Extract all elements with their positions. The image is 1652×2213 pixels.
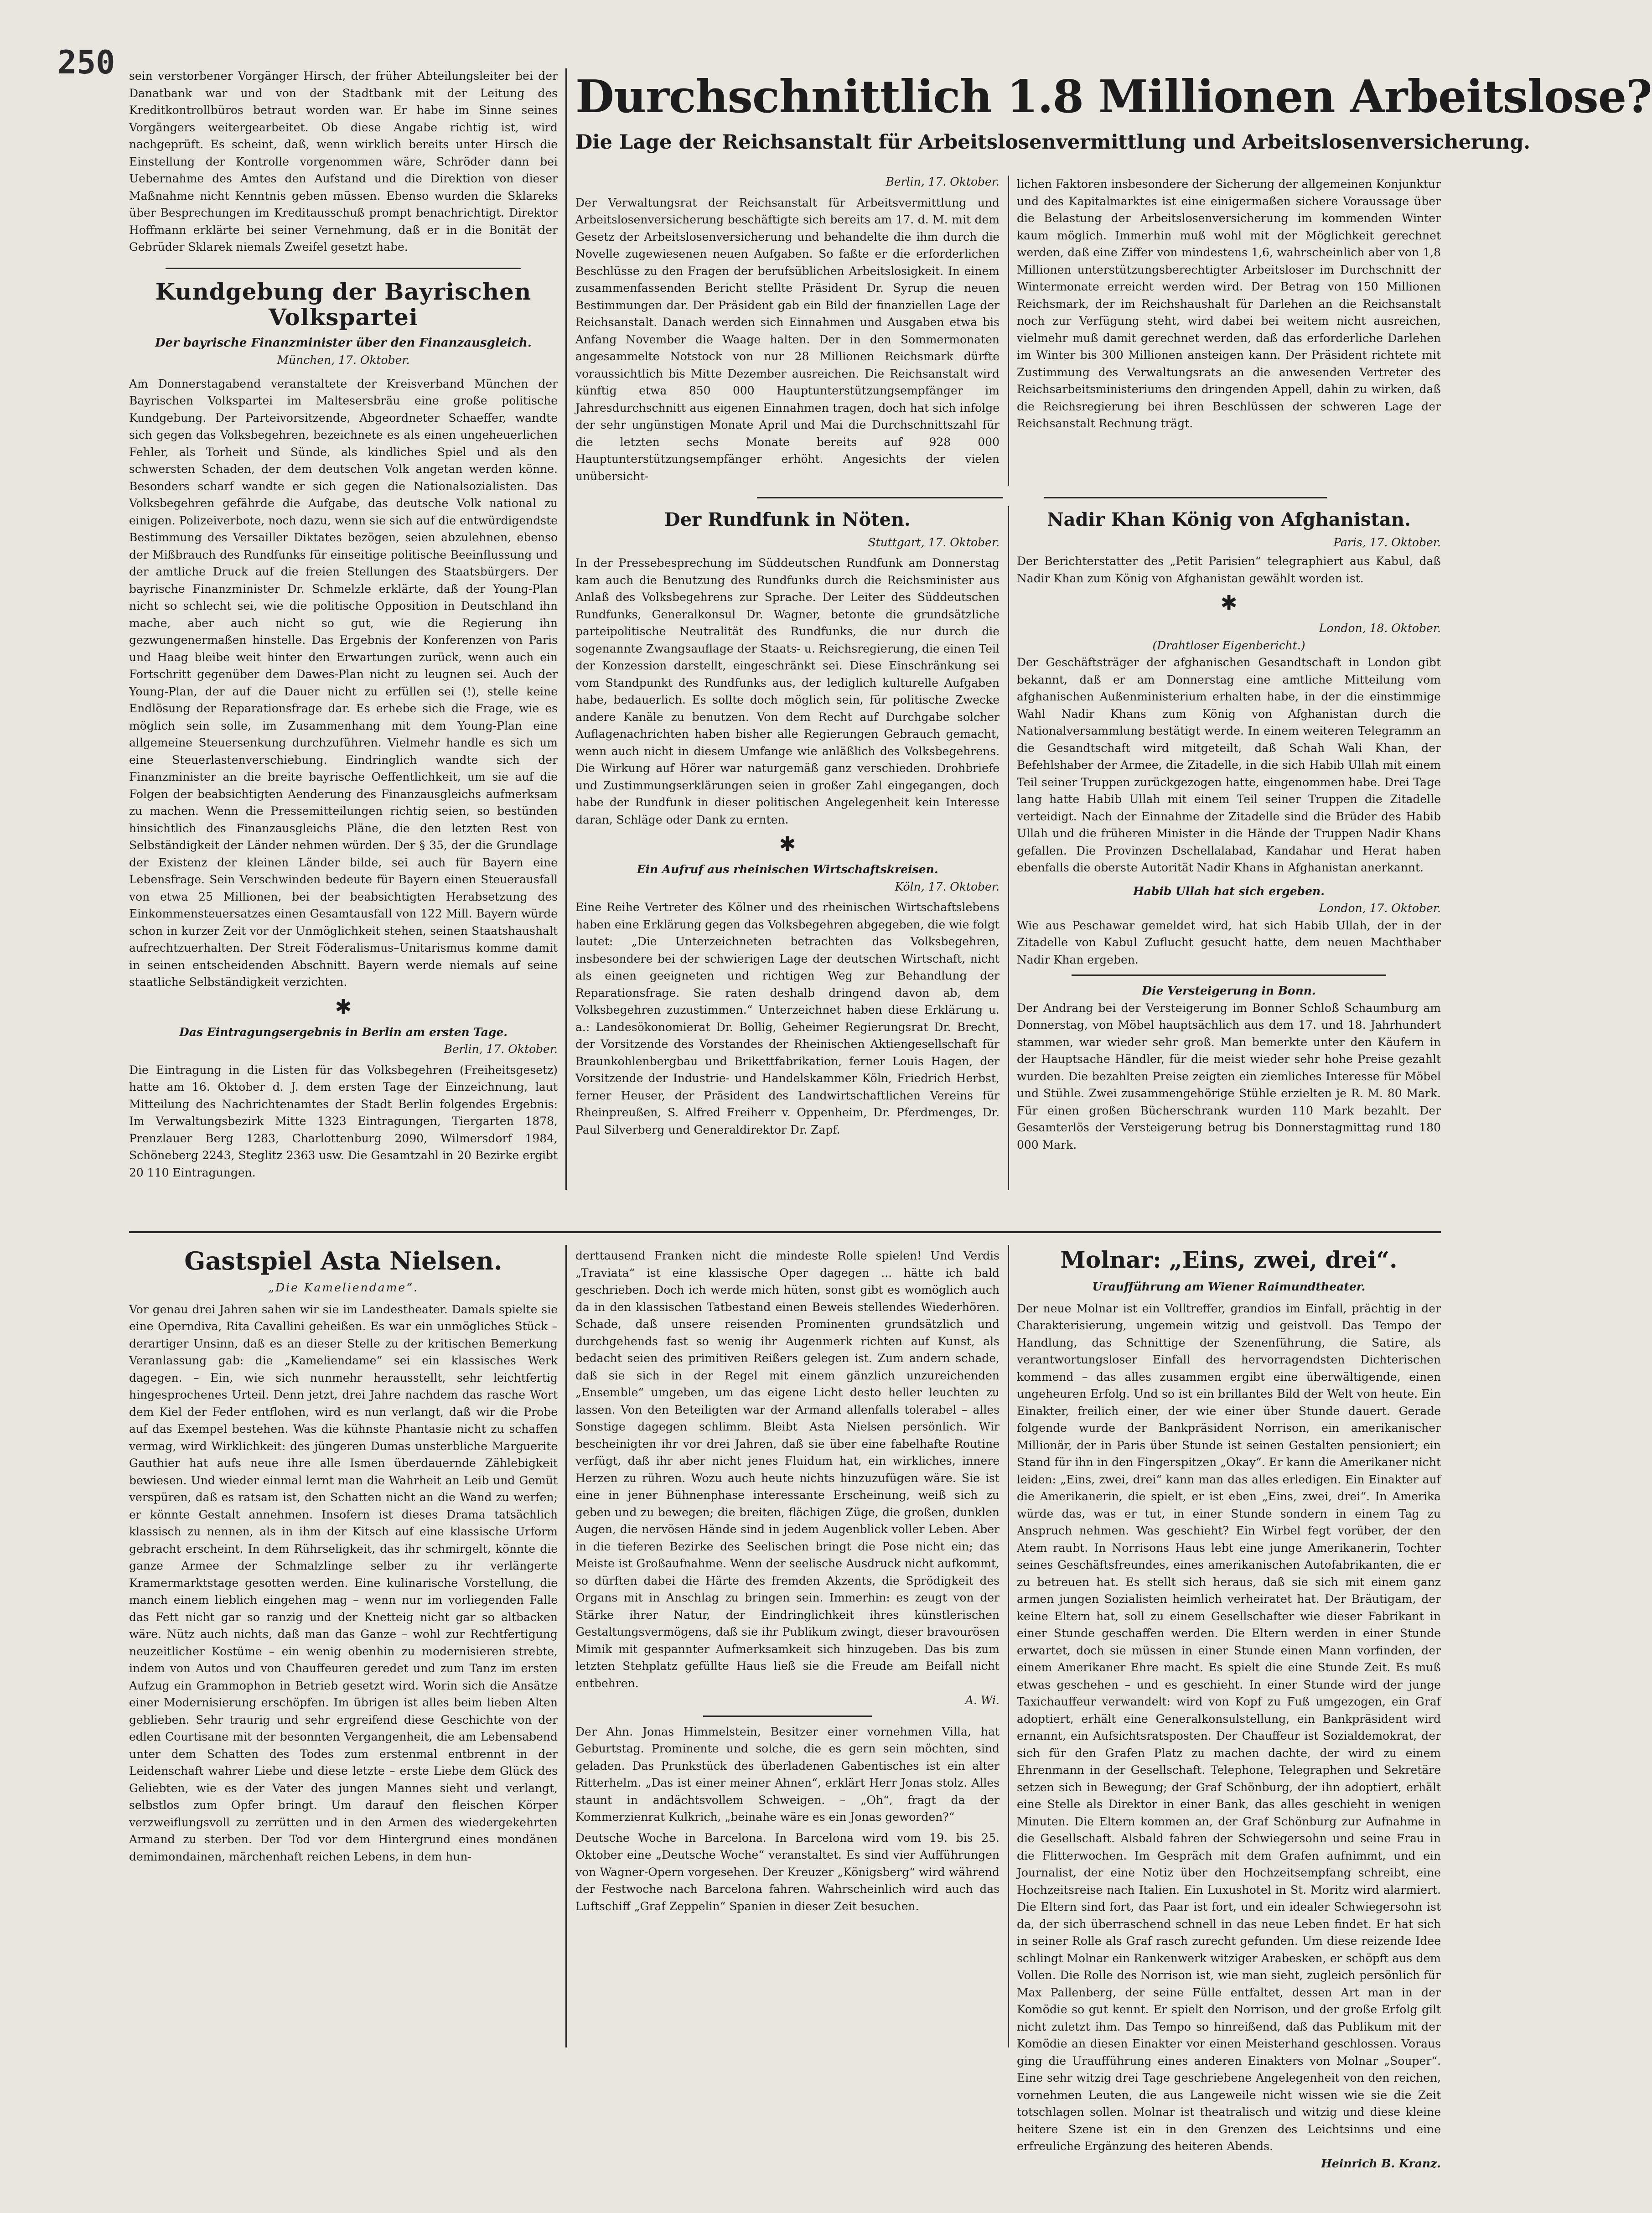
nadir-body: Der Berichterstatter des „Petit Parisien“ telegraphiert aus Kabul, daß Nadir Khan zum König von Afghanistan gewählt worden ist.: [1017, 555, 1441, 585]
feuilleton-rule: [129, 1231, 1441, 1233]
main-headline: Durchschnittlich 1.8 Millionen Arbeitslose?: [575, 71, 1652, 123]
nadir-subline: (Drahtloser Eigenbericht.): [1152, 638, 1305, 652]
column-rule: [1008, 506, 1009, 1190]
nadir-dateline: Paris, 17. Oktober.: [1333, 535, 1441, 549]
rundfunk-subheadline: Ein Aufruf aus rheinischen Wirtschaftskreisen.: [637, 863, 938, 876]
asta-column-1: [129, 1247, 558, 2054]
rundfunk-body: In der Pressebesprechung im Süddeutschen Rundfunk am Donnerstag kam auch die Benutzung des Rundfunks durch die Reichsminister aus Anlaß des Volksbegehrens zur Sprache. Der Leiter des Süddeutschen Rundfunks, Generalkonsul Dr. Wagner, betonte die grundsätzliche parteipolitische Neutralität des Rundfunks, die nur durch die sogenannte Zwangsauflage der Staats- u. Reichsregierung, die einen Teil der Konzession darstellt, eingeschränkt sei. Diese Einschränkung sei vom Standpunkt des Rundfunks aus, der lediglich kulturelle Aufgaben habe, bedauerlich. Es sollte doch möglich sein, für politische Zwecke andere Kanäle zu benutzen. Von dem Recht auf Durchgabe solcher Auflagenachrichten haben bisher alle Regierungen Gebrauch gemacht, wenn auch nicht in diesem Umfange wie anläßlich des Volksbegehrens. Die Wirkung auf Hörer war naturgemäß ganz verschieden. Drohbriefe und Zustimmungserklärungen seien in großer Zahl eingegangen, doch habe der Rundfunk in dieser politischen Angelegenheit kein Interesse daran, Schläge oder Dank zu ernten.: [575, 556, 999, 826]
bvp-body: Am Donnerstagabend veranstaltete der Kreisverband München der Bayrischen Volkspartei im Maltesersbräu eine große politische Kundgebung. Der Parteivorsitzende, Abgeordneter Schaeffer, wandte sich gegen das Volksbegehren, bezeichnete es als einen ungeheuerlichen Fehler, als Torheit und Sünde, als kindliches Spiel und als den schwersten Schaden, der dem deutschen Volk angetan werden könne. Besonders scharf wandte er sich gegen die Nationalsozialisten. Das Volksbegehren gefährde die Aufgabe, das deutsche Volk national zu einigen. Polizeiverbote, noch dazu, wenn sie sich auf die entwürdigendste Bestimmung des Versailler Diktates bezögen, seien abzulehnen, ebenso der Mißbrauch des Rundfunks für einseitige politische Beeinflussung und der amtliche Druck auf die freien Stellungen des Staatsbürgers. Der bayrische Finanzminister Dr. Schmelzle erklärte, daß der Young-Plan nicht so schlecht sei, wie die politische Opposition in Deutschland ihn mache, aber auch nicht so gut, wie die Regierung ihn gezwungenermaßen hinstelle. Das Ergebnis der Konferenzen von Paris und Haag bleibe weit hinter den Erwartungen zurück, wenn auch ein Fortschritt gegenüber dem Dawes-Plan nicht zu leugnen sei. Auch der Young-Plan, der auf die Dauer nicht zu erfüllen sei (!), stelle keine Endlösung der Reparationsfrage dar. Es erhebe sich die Frage, wie es möglich sein solle, im Zusammenhang mit dem Young-Plan eine allgemeine Steuersenkung durchzuführen. Vielmehr handle es sich um eine Steuerlastenverschiebung. Eindringlich wandte sich der Finanzminister an die breite bayrische Oeffentlichkeit, um sie auf die Folgen der beabsichtigten Aenderung des Finanzausgleichs aufmerksam zu machen. Wenn die Pressemitteilungen richtig seien, so bestünden hinsichtlich des Finanzausgleichs Pläne, die den letzten Rest von Selbständigkeit der Länder nehmen würden. Der § 35, der die Grundlage der Existenz der kleinen Länder bilde, sei auch für Bayern eine Lebensfrage. Sein Verschwinden bedeute für Bayern einen Steuerausfall von etwa 25 Millionen, bei der beabsichtigten Herabsetzung des Einkommensteuersatzes einen Gesamtausfall von 122 Mill. Bayern würde schon in kurzer Zeit vor der Unmöglichkeit stehen, seinen Staatshaushalt aufrechtzuerhalten. Der Streit Föderalismus–Unitarismus komme damit in seinen entscheidenden Abschnitt. Bayern werde niemals auf seine staatliche Selbständigkeit verzichten.: [129, 377, 558, 989]
main-body-right: [1017, 176, 1441, 486]
molnar-subtitle: Uraufführung am Wiener Raimundtheater.: [1092, 1280, 1366, 1293]
star-separator: ✱: [1220, 591, 1238, 615]
molnar-body: Der neue Molnar ist ein Volltreffer, grandios im Einfall, prächtig in der Charakterisierung, ungemein witzig und geistvoll. Das Tempo der Handlung, das Schnittige der Szenenführung, die Satire, als verantwortungsloser Einfall des hervorragendsten Dichterischen kommend – das alles zusammen ergibt eine überwältigende, einen ungeheuren Erfolg. Und so ist ein brillantes Bild der Welt von heute. Ein Einakter, freilich einer, der wie einer über Stunde dauert. Gerade folgende wurde der Bankpräsident Norrison, ein amerikanischer Millionär, der in Paris über Stunde ist seinen Gestalten pensioniert; ein Stand für ihn in den Fingerspitzen „Okay“. Er kann die Amerikaner nicht leiden: „Eins, zwei, drei“ kann man das alles erledigen. Ein Einakter auf die Amerikanerin, die spielt, er ist eben „Eins, zwei, drei“. In Amerika würde das, was er tut, in einer Stunde sondern in einem Tag zu Anspruch nehmen. Was geschieht? Ein Wirbel fegt vorüber, der den Atem raubt. In Norrisons Haus lebt eine junge Amerikanerin, Tochter seines Geschäftsfreundes, eines amerikanischen Autofabrikanten, die er zu betreuen hat. Es stellt sich heraus, daß sie sich mit einem ganz armen jungen Sozialisten heimlich verheiratet hat. Der Bräutigam, der keine Eltern hat, soll zu einem Gesellschafter wie dieser Fabrikant in einer Stunde geschaffen werden. Die Eltern werden in einer Stunde erwartet, doch sie müssen in einer Stunde einen Mann vorfinden, der einem Amerikaner Ehre macht. Es spielt die eine Stunde Zeit. Es muß etwas geschehen – und es geschieht. In einer Stunde wird der junge Taxichauffeur verwandelt: wird von Kopf zu Fuß umgezogen, ein Graf adoptiert, erhält eine Generalkonsulstellung, ein Bankpräsident wird ernannt, ein Aufsichtsratsposten. Der Chauffeur ist Sozialdemokrat, der sich für den Grafen Platz zu machen dachte, der wird zu einem Ehrenmann in der Gesellschaft. Telephone, Telegraphen und Sekretäre setzen sich in Bewegung; der Graf Schönburg, der ihn adoptiert, erhält eine Stelle als Direktor in einer Bank, das alles geschieht in wenigen Minuten. Die Eltern kommen an, der Graf Schönburg zur Aufnahme in die Gesellschaft. Alsbald fahren der Schwiegersohn und seine Frau in die Flitterwochen. Im Gespräch mit dem Grafen aufnimmt, und ein Journalist, der eine Notiz über den Hochzeitsempfang schreibt, eine Hochzeitsreise nach Italien. Ein Luxushotel in St. Moritz wird alarmiert. Die Eltern sind fort, das Paar ist fort, und ein idealer Schwiegersohn ist da, der sich überraschend schnell in das neue Leben findet. Er hat sich in seiner Rolle als Graf rasch zurecht gefunden. Um diese reizende Idee schlingt Molnar ein Rankenwerk witziger Arabesken, er schöpft aus dem Vollen. Die Rolle des Norrison ist, wie man sieht, zugleich persönlich für Max Pallenberg, der seine Fülle entfaltet, dessen Art man in der Komödie so gut kennt. Er spielt den Norrison, und der große Erfolg gilt nicht zuletzt ihm. Das Tempo so hinreißend, daß das Publikum mit der Komödie an diesen Einakter vor einen Meisterhand geschlossen. Voraus ging die Uraufführung eines anderen Einakters von Molnar „Souper“. Eine sehr witzig drei Tage geschriebene Angelegenheit von den reichen, vornehmen Leuten, die aus Langeweile nicht wissen wie sie die Zeit totschlagen sollen. Molnar ist theatralisch und witzig und diese kleine heitere Szene ist ein in den Grenzen des Leichtsinns und eine erfreuliche Ergänzung des heiteren Abends.: [1017, 1301, 1441, 2153]
bvp-dateline: München, 17. Oktober.: [277, 353, 410, 367]
bvp-dateline-2: Berlin, 17. Oktober.: [444, 1042, 558, 1056]
molnar-headline: Molnar: „Eins, zwei, drei“.: [1060, 1246, 1398, 1273]
nadir-body-4: Der Andrang bei der Versteigerung im Bonner Schloß Schaumburg am Donnerstag, von Möbel hauptsächlich aus dem 17. und 18. Jahrhundert stammen, war wieder sehr groß. Man bemerkte unter den Käufern in der Hauptsache Händler, für die meist wieder sehr hohe Preise gezahlt wurden. Die bezahlten Preise zeigten ein ziemliches Interesse für Möbel und Stühle. Zwei zusammengehörige Stühle erzielten je R. M. 80 Mark. Für einen großen Bücherschrank wurden 110 Mark bezahlt. Der Gesamterlös der Versteigerung betrug bis Donnerstagmittag rund 180 000 Mark.: [1017, 1001, 1441, 1151]
asta-column-2: [575, 1247, 999, 2054]
rundfunk-body-2: Eine Reihe Vertreter des Kölner und des rheinischen Wirtschaftslebens haben eine Erklärung gegen das Volksbegehren abgegeben, die wie folgt lautet: „Die Unterzeichneten betrachten das Volksbegehren, insbesondere bei der schwierigen Lage der deutschen Wirtschaft, nicht als einen geeigneten und richtigen Weg zur Behandlung der Reparationsfrage. Sie raten deshalb dringend davon ab, dem Volksbegehren zuzustimmen.“ Unterzeichnet haben diese Erklärung u. a.: Landesökonomierat Dr. Bollig, Geheimer Regierungsrat Dr. Brecht, der Vorsitzende des Vorstandes der Rheinischen Aktiengesellschaft für Braunkohlenbergbau und Brikettfabrikation, ferner Louis Hagen, der Vorsitzende der Industrie- und Handelskammer Köln, Friedrich Herbst, ferner Heuser, der Präsident des Landwirtschaftlichen Vereins für Rheinpreußen, S. Alfred Freiherr v. Oppenheim, Dr. Pferdmenges, Dr. Paul Silverberg und Generaldirektor Dr. Zapf.: [575, 901, 999, 1136]
misc-item-1: Der Ahn. Jonas Himmelstein, Besitzer einer vornehmen Villa, hat Geburtstag. Prominente und solche, die es gern sein möchten, sind geladen. Das Prunkstück des überladenen Gabentisches ist ein alter Ritterhelm. „Das ist einer meiner Ahnen“, erklärt Herr Jonas stolz. Alles staunt in andächtsvollem Schweigen. – „Oh“, fragt da der Kommerzienrat Kulkrich, „beinahe wäre es ein Jonas geworden?“: [575, 1725, 999, 1824]
rundfunk-headline: Der Rundfunk in Nöten.: [664, 509, 911, 530]
nadir-headline: Nadir Khan König von Afghanistan.: [1047, 509, 1411, 530]
nadir-dateline-2: London, 18. Oktober.: [1319, 622, 1441, 635]
asta-subtitle: „Die Kameliendame“.: [268, 1281, 419, 1295]
section-rule: [757, 497, 1003, 498]
bvp-subheadline: Das Eintragungsergebnis in Berlin am ersten Tage.: [179, 1025, 508, 1039]
star-separator: ✱: [335, 995, 352, 1019]
nadir-body-3: Wie aus Peschawar gemeldet wird, hat sich Habib Ullah, der in der Zitadelle von Kabul Zuflucht gesucht hatte, dem neuen Machthaber Nadir Khan ergeben.: [1017, 918, 1441, 966]
nadir-article: [1017, 510, 1441, 1192]
asta-signature: A. Wi.: [965, 1694, 999, 1707]
misc-item-2: Deutsche Woche in Barcelona. In Barcelona wird vom 19. bis 25. Oktober eine „Deutsche Woche“ veranstaltet. Es sind vier Aufführungen von Wagner-Opern vorgesehen. Der Kreuzer „Königsberg“ wird während der Festwoche nach Barcelona fahren. Wahrscheinlich wird auch das Luftschiff „Graf Zeppelin“ Spanien in dieser Zeit besuchen.: [575, 1831, 999, 1913]
bvp-body-2: Die Eintragung in die Listen für das Volksbegehren (Freiheitsgesetz) hatte am 16. Oktober d. J. dem ersten Tage der Einzeichnung, laut Mitteilung des Nachrichtenamtes der Stadt Berlin folgendes Ergebnis: Im Verwaltungsbezirk Mitte 1323 Eintragungen, Tiergarten 1878, Prenzlauer Berg 1283, Charlottenburg 2090, Wilmersdorf 1984, Schöneberg 2243, Steglitz 2363 usw. Die Gesamtzahl in 20 Bezirke ergibt 20 110 Eintragungen.: [129, 1063, 558, 1179]
asta-body-continued: derttausend Franken nicht die mindeste Rolle spielen! Und Verdis „Traviata“ ist eine klassische Oper dagegen ... hätte ich bald geschrieben. Doch ich werde mich hüten, sonst gibt es womöglich auch da in den klassischen Tatbestand einen Beweis stellendes Wiederhören. Schade, daß unsere reisenden Prominenten grundsätzlich und durchgehends fast so wenig ihr Augenmerk richten auf Kunst, als bedacht seien des primitiven Reißers gelegen ist. Zum andern schade, daß sie sich in der Regel mit einem gänzlich unzureichenden „Ensemble“ umgeben, um das eigene Licht desto heller leuchten zu lassen. Von den Beteiligten war der Armand allenfalls tolerabel – alles Sonstige dagegen schlimm. Bleibt Asta Nielsen persönlich. Wir bescheinigten ihr vor drei Jahren, daß sie über eine fabelhafte Routine verfügt, daß ihr aber nicht jenes Fluidum hat, ein wirkliches, innere Herzen zu rühren. Wozu auch heute nichts hinzuzufügen wäre. Sie ist eine in jener Bühnenphase interessante Erscheinung, weiß sich zu geben und zu bewegen; die breiten, flächigen Züge, die großen, dunklen Augen, die nervösen Hände sind in jedem Augenblick voller Leben. Aber in die tieferen Bezirke des Seelischen bringt die Pose nicht ein; das Meiste ist Großaufnahme. Wenn der seelische Ausdruck nicht aufkommt, so dürften dabei die Härte des fremden Akzents, die Sprödigkeit des Organs mit in Anschlag zu bringen sein. Immerhin: es zeugt von der Stärke ihrer Natur, der Eindringlichkeit ihres künstlerischen Gestaltungsvermögens, daß sie ihr Publikum zwingt, dieser bravourösen Mimik mit gespannter Aufmerksamkeit sich hinzugeben. Das bis zum letzten Stehplatz gefüllte Haus ließ sie die Freude am Beifall nicht entbehren.: [575, 1249, 999, 1690]
molnar-signature: Heinrich B. Kranz.: [1321, 2156, 1441, 2170]
column-left-top: [129, 67, 558, 1199]
main-subtitle: Die Lage der Reichsanstalt für Arbeitslosenvermittlung und Arbeitslosenversicherung.: [575, 130, 1531, 154]
section-rule: [1044, 497, 1327, 498]
bvp-headline: Kundgebung der Bayrischen Volkspartei: [155, 278, 532, 331]
nadir-dateline-3: London, 17. Oktober.: [1319, 902, 1441, 915]
separator: [1072, 974, 1386, 976]
main-dateline: Berlin, 17. Oktober.: [886, 175, 999, 188]
rundfunk-dateline: Stuttgart, 17. Oktober.: [868, 535, 999, 549]
main-body-part-1: Der Verwaltungsrat der Reichsanstalt für Arbeitsvermittlung und Arbeitslosenversicherung beschäftigte sich bereits am 17. d. M. mit dem Gesetz der Arbeitslosenversicherung und behandelte die ihm durch die Novelle zugewiesenen neuen Aufgaben. So faßte er die erforderlichen Beschlüsse zu den Fragen der berufsüblichen Arbeitslosigkeit. In einem zusammenfassenden Bericht stellte Präsident Dr. Syrup die neuen Bestimmungen dar. Der Präsident gab ein Bild der finanziellen Lage der Reichsanstalt. Danach werden sich Einnahmen und Ausgaben etwa bis Anfang November die Waage halten. Der in den Sommermonaten angesammelte Notstock von nur 28 Millionen Reichsmark dürfte voraussichtlich bis Mitte Dezember ausreichen. Die Reichsanstalt wird künftig etwa 850 000 Hauptunterstützungsempfänger im Jahresdurchschnitt aus eigenen Einnahmen tragen, doch hat sich infolge der sehr ungünstigen Monate April und Mai die Durchschnittszahl für die letzten sechs Monate bereits auf 928 000 Hauptunterstützungsempfänger erhöht. Angesichts der vielen unübersicht-: [575, 196, 999, 483]
nadir-subheadline: Habib Ullah hat sich ergeben.: [1133, 884, 1325, 898]
rundfunk-article: [575, 510, 999, 1192]
star-separator: ✱: [779, 833, 796, 856]
asta-headline: Gastspiel Asta Nielsen.: [184, 1246, 502, 1275]
bvp-subtitle: Der bayrische Finanzminister über den Finanzausgleich.: [155, 336, 532, 350]
rundfunk-dateline-2: Köln, 17. Oktober.: [895, 880, 999, 893]
column-rule: [565, 1245, 567, 2047]
column-rule: [565, 68, 567, 1190]
page-number: 250: [57, 44, 115, 81]
column-rule: [1008, 176, 1009, 486]
molnar-article: [1017, 1246, 1441, 2170]
separator: [166, 268, 521, 269]
separator: [703, 1715, 872, 1717]
main-body-part-2: lichen Faktoren insbesondere der Sicherung der allgemeinen Konjunktur und des Kapitalmarktes ist eine einigermaßen sichere Voraussage über die Belastung der Arbeitslosenversicherung im kommenden Winter kaum möglich. Immerhin muß wohl mit der Möglichkeit gerechnet werden, daß eine Ziffer von mindestens 1,6, wahrscheinlich aber von 1,8 Millionen unterstützungsberechtigter Arbeitsloser im Durchschnitt der Wintermonate erreicht werden wird. Der Betrag von 150 Millionen Reichsmark, der im Reichshaushalt für Darlehen an die Reichsanstalt noch zur Verfügung steht, wird dabei bei weitem nicht ausreichen, vielmehr muß damit gerechnet werden, daß das erforderliche Darlehen im Winter bis 300 Millionen ansteigen kann. Der Präsident richtete mit Zustimmung des Verwaltungsrats an die anwesenden Vertreter des Reichsarbeitsministeriums den dringenden Appell, dahin zu wirken, daß die Reichsregierung bei ihren Beschlüssen der schweren Lage der Reichsanstalt Rechnung trägt.: [1017, 177, 1441, 430]
main-body-left: [575, 173, 999, 483]
nadir-subheadline-2: Die Versteigerung in Bonn.: [1142, 984, 1316, 998]
nadir-body-2: Der Geschäftsträger der afghanischen Gesandtschaft in London gibt bekannt, daß er am Donnerstag eine amtliche Mitteilung vom afghanischen Außenministerium erhalten habe, in der die einstimmige Wahl Nadir Khans zum König von Afghanistan durch die Nationalversammlung bestätigt werde. In einem weiteren Telegramm an die Gesandtschaft wird mitgeteilt, daß Schah Wali Khan, der Befehlshaber der Armee, die Zitadelle, in die sich Habib Ullah mit einem Teil seiner Truppen zurückgezogen hatte, eingenommen habe. Drei Tage lang hatte Habib Ullah mit einem Teil seiner Truppen die Zitadelle verteidigt. Nach der Einnahme der Zitadelle sind die Brüder des Habib Ullah und die früheren Minister in die Hände der Truppen Nadir Khans gefallen. Die Provinzen Dschellalabad, Kandahar und Herat haben ebenfalls die oberste Autorität Nadir Khans in Afghanistan anerkannt.: [1017, 656, 1441, 875]
asta-body: Vor genau drei Jahren sahen wir sie im Landestheater. Damals spielte sie eine Operndiva, Rita Cavallini geheißen. Es war ein unmögliches Stück – derartiger Unsinn, daß es an dieser Stelle zu der kritischen Bemerkung Veranlassung gab: die „Kameliendame“ sei ein klassisches Werk dagegen. – Ein, wie sich nunmehr herausstellt, sehr leichtfertig hingesprochenes Urteil. Denn jetzt, drei Jahre nachdem das rasche Wort dem Kiel der Feder entflohen, wird es nun verlangt, daß wir die Probe auf das Exempel bestehen. Was die kühnste Phantasie nicht zu schaffen vermag, wird Wirklichkeit: des jüngeren Dumas unsterbliche Marguerite Gauthier hat aufs neue ihre alle Ismen überdauernde Zählebigkeit bewiesen. Und wieder einmal lernt man die Wahrheit an Leib und Gemüt verspüren, daß es ratsam ist, den Schatten nicht an die Wand zu werfen; er könnte Gestalt annehmen. Insofern ist dieses Drama tatsächlich klassisch zu nennen, als in ihm der Kitsch auf eine klassische Urform gebracht erscheint. In dem Rührseligkeit, das ihr schmirgelt, könnte die ganze Armee der Schmalzlinge selber zu ihr verlängerte Kramermarktstage gesotten werden. Eine kulinarische Vorstellung, die manch einem lieblich eingehen mag – wenn nur im vorliegenden Falle das Fett nicht gar so ranzig und der Knetteig nicht gar so altbacken wäre. Nütz auch nichts, daß man das Ganze – wohl zur Rechtfertigung neuzeitlicher Kostüme – ein wenig obenhin zu modernisieren strebte, indem von Autos und von Chauffeuren geredet und zum Tanz im ersten Aufzug ein Grammophon in Betrieb gesetzt wird. Worin sich die Ansätze einer Modernisierung erschöpfen. Im übrigen ist alles beim lieben Alten geblieben. Sehr traurig und sehr ergreifend diese Geschichte von der edlen Courtisane mit der besonnten Vergangenheit, die am Lebensabend unter dem Schatten des Todes zum erstenmal entbrennt in der Leidenschaft wahrer Liebe und diese letzte – erste Liebe dem Glück des Geliebten, wie es der Vater des jungen Mannes sieht und verlangt, selbstlos zum Opfer bringt. Um darauf den fleischen Körper verzweiflungsvoll zu zerrütten und in den Armen des wiedergekehrten Armand zu sterben. Der Tod vor dem Hintergrund eines mondänen demimondainen, märchenhaft reichen Lebens, in dem hun-: [129, 1302, 558, 1863]
carry-over-text: sein verstorbener Vorgänger Hirsch, der früher Abteilungsleiter bei der Danatbank war und von der Stadtbank mit der Leitung des Kreditkontrollbüros betraut worden war. Er habe im Sinne seines Vorgängers weitergearbeitet. Ob diese Angabe richtig ist, wird nachgeprüft. Es scheint, daß, wenn wirklich bereits unter Hirsch die Einstellung der Kontrolle vorgenommen wäre, Schröder dann bei Uebernahme des Amtes den Aufstand und die Direktion von dieser Maßnahme nicht Kenntnis geben müssen. Ebenso wurden die Sklareks über Besprechungen im Kreditausschuß prompt benachrichtigt. Direktor Hoffmann erklärte bei seiner Vernehmung, daß er in die Bonität der Gebrüder Sklarek niemals Zweifel gesetzt habe.: [129, 69, 558, 254]
column-rule: [1008, 1245, 1009, 2047]
main-headline-block: [575, 71, 1652, 154]
